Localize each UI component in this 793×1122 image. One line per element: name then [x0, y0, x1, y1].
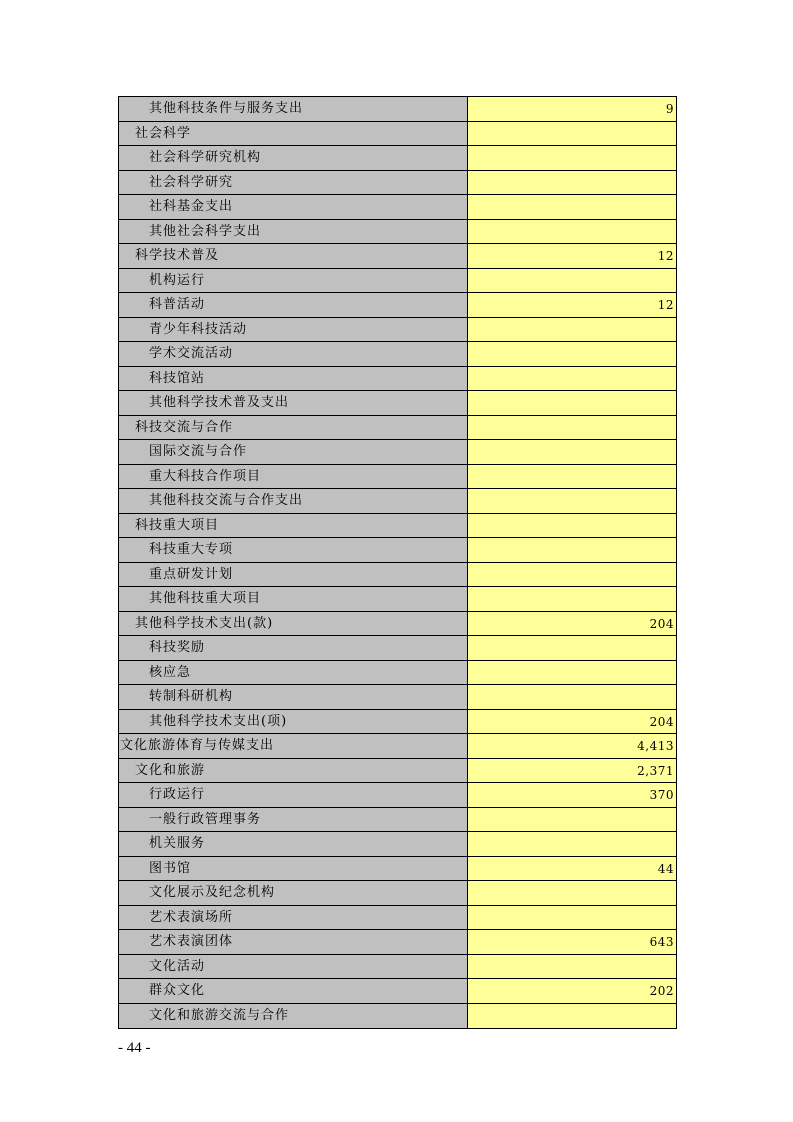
row-label: 社会科学研究 [119, 171, 468, 195]
row-value [468, 416, 676, 440]
row-value [468, 171, 676, 195]
row-value [468, 367, 676, 391]
row-value: 643 [468, 930, 676, 954]
row-label: 社会科学研究机构 [119, 146, 468, 170]
table-row [119, 587, 676, 612]
table-row [119, 979, 676, 1004]
row-label: 社科基金支出 [119, 195, 468, 219]
table-row [119, 661, 676, 686]
table-row [119, 808, 676, 833]
table-row [119, 440, 676, 465]
row-label: 其他科技交流与合作支出 [119, 489, 468, 513]
row-value [468, 465, 676, 489]
row-value [468, 832, 676, 856]
row-label: 科技奖励 [119, 636, 468, 660]
row-label: 图书馆 [119, 857, 468, 881]
row-label: 科技交流与合作 [119, 416, 468, 440]
table-row [119, 220, 676, 245]
row-label: 艺术表演场所 [119, 906, 468, 930]
table-row [119, 832, 676, 857]
table-row [119, 367, 676, 392]
table-row [119, 122, 676, 147]
row-value [468, 318, 676, 342]
table-row [119, 342, 676, 367]
row-label: 科技重大项目 [119, 514, 468, 538]
row-label: 艺术表演团体 [119, 930, 468, 954]
row-value: 204 [468, 710, 676, 734]
row-label: 一般行政管理事务 [119, 808, 468, 832]
table-row [119, 734, 676, 759]
row-value [468, 220, 676, 244]
page-number: - 44 - [118, 1040, 151, 1056]
row-value: 4,413 [468, 734, 676, 758]
table-row [119, 244, 676, 269]
row-label: 科技馆站 [119, 367, 468, 391]
table-row [119, 930, 676, 955]
row-label: 学术交流活动 [119, 342, 468, 366]
table-row [119, 318, 676, 343]
table-row [119, 514, 676, 539]
row-label: 重点研发计划 [119, 563, 468, 587]
table-row [119, 955, 676, 980]
row-label: 行政运行 [119, 783, 468, 807]
row-value: 12 [468, 293, 676, 317]
table-row [119, 391, 676, 416]
row-value [468, 514, 676, 538]
table-row [119, 465, 676, 490]
row-value [468, 538, 676, 562]
row-label: 社会科学 [119, 122, 468, 146]
row-value [468, 440, 676, 464]
row-label: 重大科技合作项目 [119, 465, 468, 489]
table-row [119, 269, 676, 294]
table-row [119, 612, 676, 637]
table-row [119, 538, 676, 563]
row-label: 文化旅游体育与传媒支出 [119, 734, 468, 758]
row-label: 转制科研机构 [119, 685, 468, 709]
row-label: 国际交流与合作 [119, 440, 468, 464]
row-label: 科技重大专项 [119, 538, 468, 562]
table-row [119, 906, 676, 931]
table-row [119, 146, 676, 171]
row-label: 其他科学技术支出(项) [119, 710, 468, 734]
row-value: 202 [468, 979, 676, 1003]
row-value [468, 489, 676, 513]
table-row [119, 97, 676, 122]
row-value [468, 391, 676, 415]
table-row [119, 489, 676, 514]
row-label: 青少年科技活动 [119, 318, 468, 342]
row-label: 其他科学技术支出(款) [119, 612, 468, 636]
row-label: 文化和旅游 [119, 759, 468, 783]
row-label: 文化活动 [119, 955, 468, 979]
row-value [468, 195, 676, 219]
table-row [119, 416, 676, 441]
table-row [119, 710, 676, 735]
row-label: 其他科技条件与服务支出 [119, 97, 468, 121]
row-value [468, 636, 676, 660]
row-label: 其他社会科学支出 [119, 220, 468, 244]
row-value: 9 [468, 97, 676, 121]
row-value [468, 587, 676, 611]
row-label: 科普活动 [119, 293, 468, 317]
row-value [468, 269, 676, 293]
row-label: 核应急 [119, 661, 468, 685]
row-value: 44 [468, 857, 676, 881]
row-label: 机关服务 [119, 832, 468, 856]
table-row [119, 563, 676, 588]
row-label: 群众文化 [119, 979, 468, 1003]
table-row [119, 881, 676, 906]
table-row [119, 685, 676, 710]
table-row [119, 171, 676, 196]
row-value: 12 [468, 244, 676, 268]
row-value [468, 661, 676, 685]
row-value [468, 563, 676, 587]
row-label: 科学技术普及 [119, 244, 468, 268]
table-row [119, 293, 676, 318]
row-value [468, 906, 676, 930]
row-value [468, 685, 676, 709]
row-value [468, 122, 676, 146]
table-row [119, 857, 676, 882]
row-value [468, 146, 676, 170]
row-value: 2,371 [468, 759, 676, 783]
row-label: 其他科技重大项目 [119, 587, 468, 611]
row-value: 370 [468, 783, 676, 807]
row-value [468, 342, 676, 366]
budget-table [118, 96, 677, 1029]
row-value [468, 881, 676, 905]
table-row [119, 195, 676, 220]
row-label: 机构运行 [119, 269, 468, 293]
row-value [468, 955, 676, 979]
table-row [119, 759, 676, 784]
row-value [468, 808, 676, 832]
table-row [119, 783, 676, 808]
row-label: 文化和旅游交流与合作 [119, 1004, 468, 1029]
row-label: 其他科学技术普及支出 [119, 391, 468, 415]
row-value [468, 1004, 676, 1029]
row-label: 文化展示及纪念机构 [119, 881, 468, 905]
table-row [119, 636, 676, 661]
table-row [119, 1004, 676, 1029]
row-value: 204 [468, 612, 676, 636]
